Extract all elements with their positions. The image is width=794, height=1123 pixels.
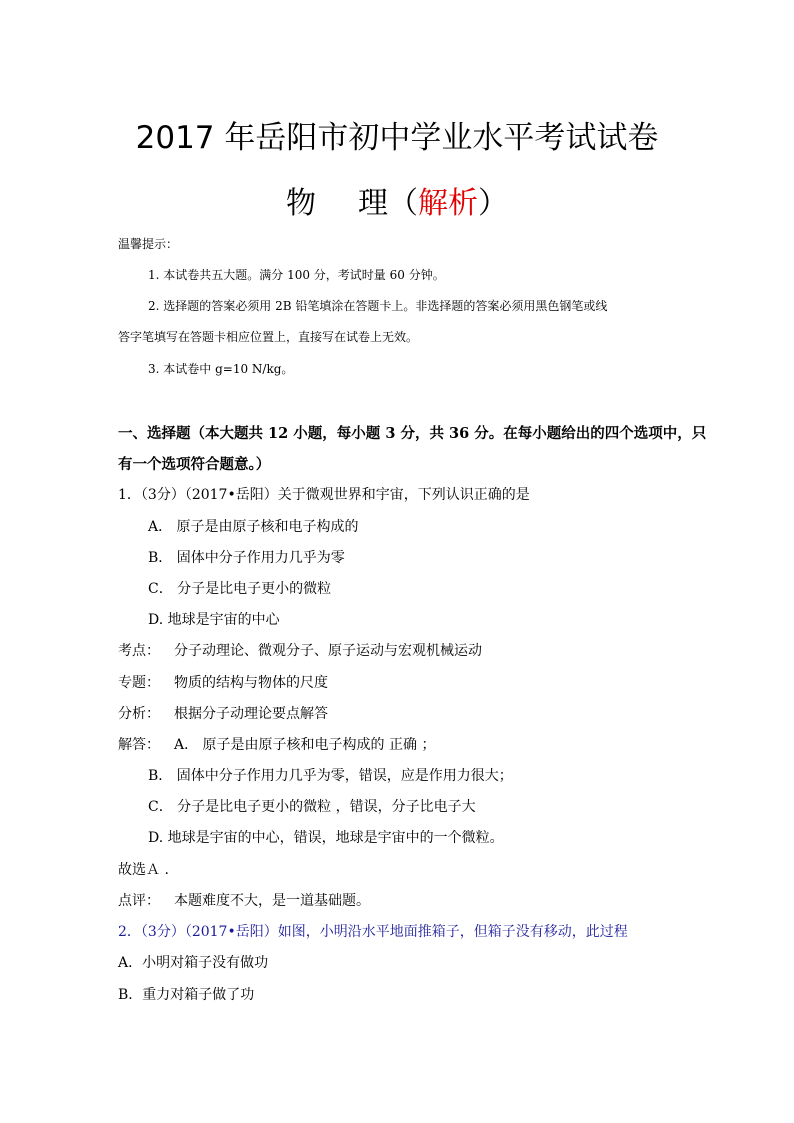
q1-stem: 1．（3分）（2017•岳阳）关于微观世界和宇宙，下列认识正确的是: [118, 487, 530, 503]
jieda-a: A． 原子是由原子核和电子构成的 正确 ；: [174, 737, 436, 753]
section-heading-line-2: 有一个选项符合题意。）: [118, 456, 271, 473]
subject-char-2: 理（: [358, 186, 418, 221]
fenxi-label: 分析：: [118, 706, 160, 722]
subject-char-1: 物: [286, 186, 316, 221]
subject-jiexi: 解析: [418, 186, 478, 221]
q1-option-b: B． 固体中分子作用力几乎为零: [148, 550, 345, 566]
q1-jieda: [118, 734, 435, 754]
q1-jieda-b: B． 固体中分子作用力几乎为零，错误，应是作用力很大；: [148, 768, 513, 784]
q1-kaodian: [118, 640, 482, 660]
tips-heading: 温馨提示：: [118, 237, 179, 251]
tips-item-1: 1. 本试卷共五大题。满分 100 分，考试时量 60 分钟。: [148, 268, 445, 282]
section-heading-line-1: 一、选择题（本大题共 12 小题，每小题 3 分，共 36 分。在每小题给出的四个选项中，只: [118, 425, 707, 442]
q1-jieda-d: D. 地球是宇宙的中心，错误，地球是宇宙中的一个微粒。: [148, 830, 504, 846]
subject-title: [0, 178, 794, 222]
q1-dianping: [118, 890, 370, 910]
q1-option-c: C． 分子是比电子更小的微粒: [148, 581, 332, 597]
dianping-text: 本题难度不大，是一道基础题。: [174, 893, 370, 909]
dianping-label: 点评：: [118, 893, 160, 909]
exam-title: 2017 年岳阳市初中学业水平考试试卷: [135, 120, 659, 156]
kaodian-text: 分子动理论、微观分子、原子运动与宏观机械运动: [174, 643, 482, 659]
tips-item-2b: 答字笔填写在答题卡相应位置上，直接写在试卷上无效。: [118, 330, 419, 344]
kaodian-label: 考点：: [118, 643, 160, 659]
zhuanti-text: 物质的结构与物体的尺度: [174, 675, 328, 691]
subject-close: ）: [478, 186, 508, 221]
q1-choice: 故选Ａ .: [118, 862, 169, 878]
jieda-label: 解答：: [118, 737, 160, 753]
q2-stem: 2．（3分）（2017•岳阳）如图，小明沿水平地面推箱子，但箱子没有移动，此过程: [118, 924, 628, 940]
zhuanti-label: 专题：: [118, 675, 160, 691]
q2-option-a: A．小明对箱子没有做功: [118, 955, 269, 971]
q1-fenxi: [118, 703, 328, 723]
q1-zhuanti: [118, 672, 328, 692]
q2-option-b: B．重力对箱子做了功: [118, 987, 255, 1003]
q1-option-d: D. 地球是宇宙的中心: [148, 612, 280, 628]
tips-item-3: 3. 本试卷中 g=10 N/kg。: [148, 362, 294, 376]
fenxi-text: 根据分子动理论要点解答: [174, 706, 328, 722]
q1-option-a: A． 原子是由原子核和电子构成的: [148, 519, 359, 535]
q1-jieda-c: C． 分子是比电子更小的微粒 ，错误，分子比电子大: [148, 799, 476, 815]
tips-item-2a: 2. 选择题的答案必须用 2B 铅笔填涂在答题卡上。非选择题的答案必须用黑色钢笔或线: [148, 299, 608, 313]
